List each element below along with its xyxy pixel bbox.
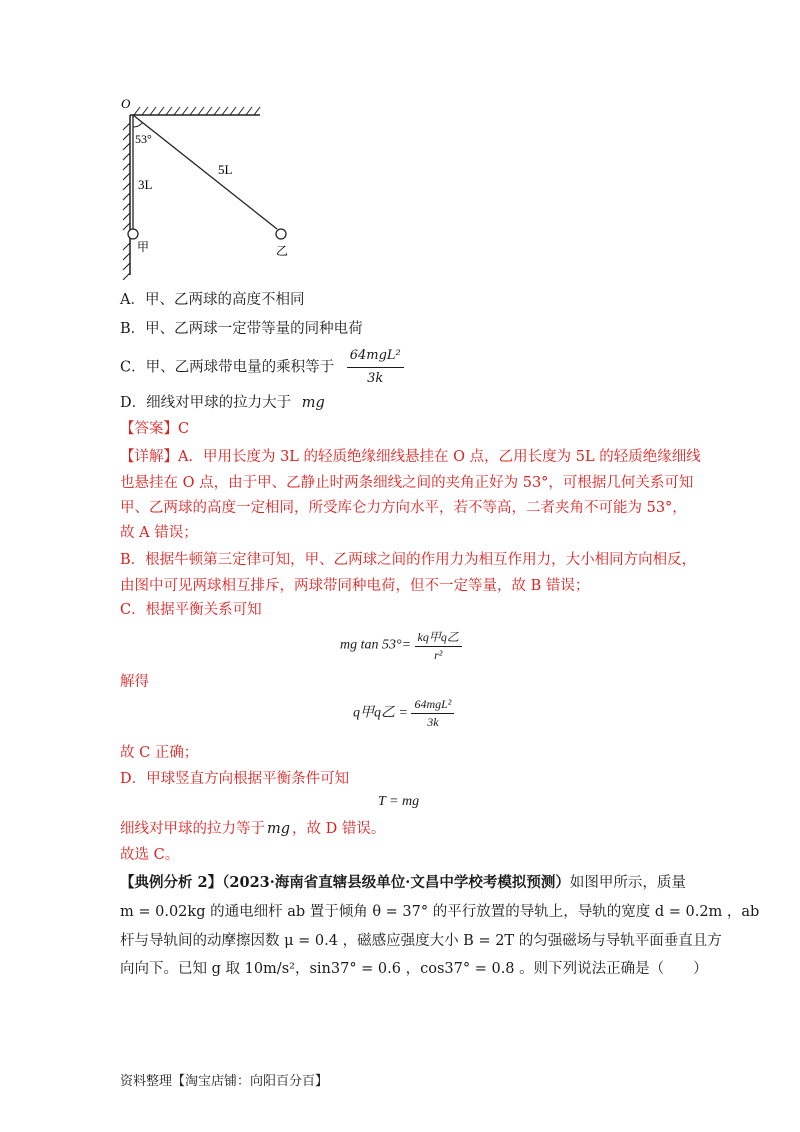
explanation-line-10-b: ，故 D 错误。 xyxy=(292,821,386,837)
option-d-mg: mg xyxy=(301,395,325,411)
explanation-line-9: D．甲球竖直方向根据平衡条件可知 xyxy=(120,771,350,787)
explanation-line-10-a: 细线对甲球的拉力等于 xyxy=(120,821,265,837)
equation-1-left: mg tan 53°= xyxy=(340,637,412,653)
ball-yi xyxy=(276,229,286,239)
explanation-line-6: 由图中可见两球相互排斥，两球带同种电荷，但不一定等量，故 B 错误； xyxy=(120,578,590,594)
label-5L: 5L xyxy=(218,162,233,177)
option-a: A．甲、乙两球的高度不相同 xyxy=(120,292,305,308)
equation-2-den: 3k xyxy=(427,715,439,729)
example2-line-4: 向向下。已知 g 取 10m/s²，sin37° = 0.6 ，cos37° = 0.8 。则下列说法正确是（ ） xyxy=(120,961,708,977)
explanation-line-10 xyxy=(120,819,385,839)
equation-2 xyxy=(353,697,454,730)
option-c-num: 64mgL² xyxy=(347,346,404,368)
ball-jia xyxy=(128,229,138,239)
equation-1-den: r² xyxy=(434,648,443,662)
answer: 【答案】C xyxy=(120,421,190,437)
option-c-den: 3k xyxy=(367,371,384,386)
explanation-line-4: 故 A 错误； xyxy=(120,525,198,541)
option-c-text: C．甲、乙两球带电量的乘积等于 xyxy=(120,359,335,376)
example2-line-2: m = 0.02kg 的通电细杆 ab 置于倾角 θ = 37° 的平行放置的导轨上，导轨的宽度 d = 0.2m ，ab xyxy=(120,904,760,920)
explanation-line-8: 故 C 正确； xyxy=(120,745,199,761)
option-b: B．甲、乙两球一定带等量的同种电荷 xyxy=(120,321,363,337)
equation-1-num: kq甲q乙 xyxy=(415,628,462,647)
example2-line-3: 杆与导轨间的动摩擦因数 μ = 0.4 ，磁感应强度大小 B = 2T 的匀强磁场与导轨平面垂直且方 xyxy=(120,933,722,949)
explanation-line-11: 故选 C。 xyxy=(120,847,180,863)
equation-3: T = mg xyxy=(378,794,420,809)
option-d xyxy=(120,393,325,413)
label-angle: 53° xyxy=(135,132,152,146)
equation-1-fraction xyxy=(415,628,462,663)
equation-1 xyxy=(340,628,462,663)
footer: 资料整理【淘宝店铺：向阳百分百】 xyxy=(120,1074,329,1089)
label-3L: 3L xyxy=(138,177,153,192)
label-jia: 甲 xyxy=(137,240,150,254)
example2-line-1 xyxy=(120,873,686,893)
option-c-fraction xyxy=(347,346,404,389)
physics-figure xyxy=(110,95,310,280)
explanation-line-7: C．根据平衡关系可知 xyxy=(120,602,262,618)
equation-2-fraction xyxy=(411,697,454,730)
equation-2-left: q甲q乙 = xyxy=(353,705,408,721)
explanation-line-10-mg: mg xyxy=(267,821,291,837)
label-O: O xyxy=(121,96,131,111)
example2-line-1-tail: 如图甲所示，质量 xyxy=(569,875,686,891)
explanation-line-5: B．根据牛顿第三定律可知，甲、乙两球之间的作用力为相互作用力，大小相同方向相反， xyxy=(120,552,697,568)
equation-2-num: 64mgL² xyxy=(411,697,454,714)
explanation-line-3: 甲、乙两球的高度一定相同，所受库仑力方向水平，若不等高，二者夹角不可能为 53°， xyxy=(120,500,687,516)
example2-title: 【典例分析 2】（2023·海南省直辖县级单位·文昌中学校考模拟预测） xyxy=(120,874,570,891)
label-yi: 乙 xyxy=(276,244,289,258)
explanation-line-1: 【详解】A．甲用长度为 3L 的轻质绝缘细线悬挂在 O 点，乙用长度为 5L 的轻质绝缘细线 xyxy=(120,449,701,465)
option-c xyxy=(120,346,404,389)
explanation-line-2: 也悬挂在 O 点，由于甲、乙静止时两条细线之间的夹角正好为 53°，可根据几何关系可知 xyxy=(120,475,694,491)
option-d-text: D．细线对甲球的拉力大于 xyxy=(120,395,292,411)
solve-label: 解得 xyxy=(120,674,149,690)
